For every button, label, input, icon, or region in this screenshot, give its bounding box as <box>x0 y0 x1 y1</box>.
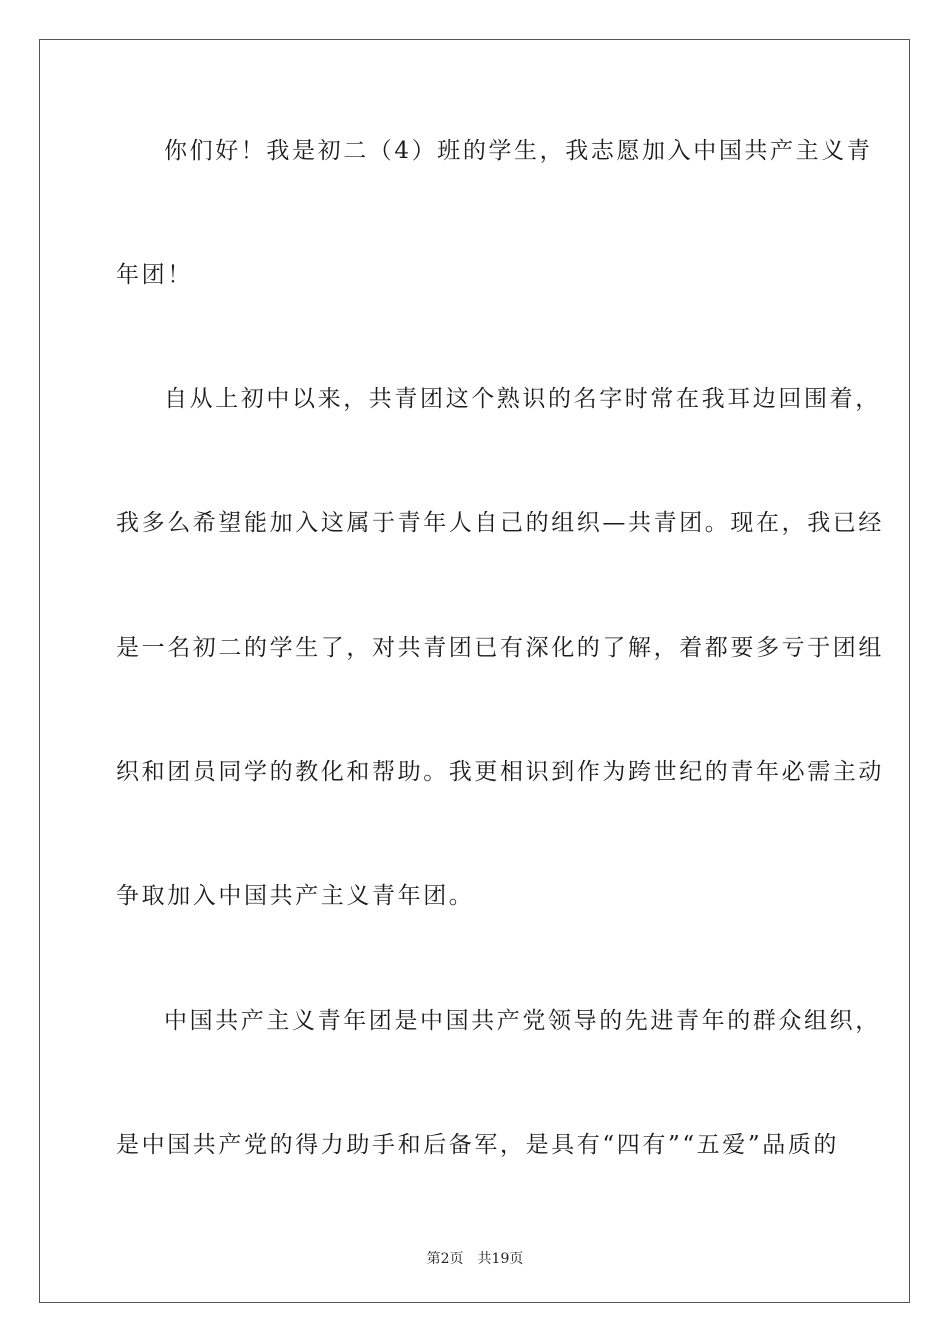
paragraph-line: 争取加入中国共产主义青年团。 <box>116 883 475 909</box>
page-footer <box>0 1248 950 1268</box>
page-frame <box>39 39 910 1303</box>
paragraph-line: 是一名初二的学生了，对共青团已有深化的了解，着都要多亏于团组 <box>116 635 884 661</box>
paragraph-line: 自从上初中以来，共青团这个熟识的名字时常在我耳边回围着， <box>164 386 881 412</box>
paragraph-line: 你们好！我是初二（4）班的学生，我志愿加入中国共产主义青 <box>164 138 873 164</box>
paragraph-line: 中国共产主义青年团是中国共产党领导的先进青年的群众组织， <box>164 1008 881 1034</box>
page-total: 共19页 <box>477 1251 524 1267</box>
paragraph-line: 我多么希望能加入这属于青年人自己的组织—共青团。现在，我已经 <box>116 510 884 536</box>
paragraph-line: 年团！ <box>116 262 193 288</box>
paragraph-line: 是中国共产党的得力助手和后备军，是具有“四有”“五爱”品质的 <box>116 1132 840 1158</box>
page-number: 第2页 <box>426 1251 464 1267</box>
paragraph-line: 织和团员同学的教化和帮助。我更相识到作为跨世纪的青年必需主动 <box>116 759 884 785</box>
